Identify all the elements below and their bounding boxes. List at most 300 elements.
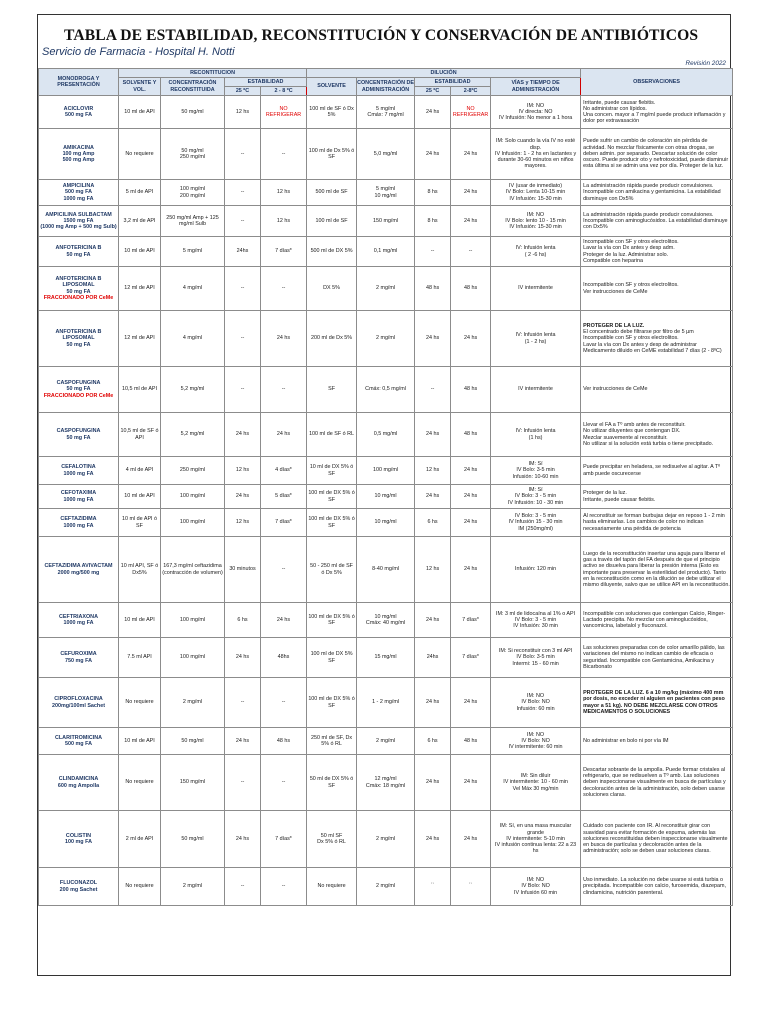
observations bbox=[581, 129, 733, 180]
recons-stability-25-text: -- bbox=[240, 335, 245, 342]
dilution-concentration bbox=[357, 367, 415, 413]
recons-solvent bbox=[119, 129, 161, 180]
dilution-concentration-text: 0,1 mg/ml bbox=[373, 248, 398, 255]
drug-cell bbox=[39, 509, 119, 537]
recons-stability-2-8-text: NO REFRIGERAR bbox=[265, 105, 302, 118]
recons-concentration bbox=[161, 367, 225, 413]
dilution-solvent bbox=[307, 267, 357, 311]
observations-text: Al reconstituir se forman burbujas dejar en reposo 1 - 2 min hasta eliminarlas. Los cambios de color no indican necesariamente una pérdida de potencia bbox=[583, 513, 725, 532]
dilution-concentration-text: 5 mg/ml 10 mg/ml bbox=[374, 186, 397, 199]
administration-route-text: IM: Sí, en una masa muscular grande IV intermitente: 5-10 min IV infusión continua lenta: 22 a 23 hs bbox=[494, 823, 577, 855]
recons-concentration bbox=[161, 728, 225, 755]
administration-route bbox=[491, 868, 581, 906]
header-observaciones: OBSERVACIONES bbox=[581, 69, 733, 96]
dilution-stability-25 bbox=[415, 129, 451, 180]
administration-route bbox=[491, 509, 581, 537]
dilution-solvent bbox=[307, 180, 357, 206]
drug-cell bbox=[39, 537, 119, 603]
dilution-concentration-text: 100 mg/ml bbox=[372, 467, 399, 474]
dilution-stability-2-8 bbox=[451, 457, 491, 485]
recons-solvent bbox=[119, 603, 161, 638]
dilution-stability-2-8 bbox=[451, 509, 491, 537]
dilution-stability-2-8 bbox=[451, 811, 491, 868]
dilution-solvent bbox=[307, 485, 357, 509]
recons-stability-25 bbox=[225, 638, 261, 678]
dilution-stability-2-8-text: 48 hs bbox=[463, 285, 478, 292]
dilution-solvent bbox=[307, 868, 357, 906]
drug-cell bbox=[39, 129, 119, 180]
dilution-solvent-text: 100 ml de SF ó Dx 5% bbox=[309, 105, 354, 118]
dilution-stability-25-text: 8 hs bbox=[427, 217, 438, 224]
drug-presentation: 50 mg FA bbox=[66, 288, 91, 295]
recons-concentration bbox=[161, 868, 225, 906]
recons-solvent-text: 5 ml de API bbox=[125, 189, 154, 196]
dilution-concentration bbox=[357, 603, 415, 638]
recons-stability-2-8-text: 48 hs bbox=[276, 737, 291, 744]
observations-text: Las soluciones preparadas con de color amarillo pálido, las variaciones del mismo no indican cambio de eficacia o seguridad. Incompatible con Gentamicina, Amikacina y Bicarbonato bbox=[583, 645, 725, 670]
recons-solvent bbox=[119, 267, 161, 311]
drug-presentation: 100 mg FA bbox=[65, 839, 92, 845]
recons-stability-2-8 bbox=[261, 311, 307, 367]
observations-text: Puede precipitar en heladera, se redisuelve al agitar. A Tº amb puede oscurecerse bbox=[583, 464, 721, 477]
revision-label: Revisión 2022 bbox=[685, 60, 726, 67]
observations bbox=[581, 811, 733, 868]
recons-concentration-text: 2 mg/ml bbox=[182, 883, 203, 890]
administration-route-text: IV: Infusión lenta ( 2 -6 hs) bbox=[515, 245, 556, 258]
dilution-stability-25-text: -- bbox=[430, 386, 435, 393]
dilution-stability-25 bbox=[415, 678, 451, 728]
dilution-stability-2-8 bbox=[451, 206, 491, 237]
recons-solvent bbox=[119, 311, 161, 367]
recons-concentration-text: 50 mg/ml bbox=[181, 737, 204, 744]
recons-concentration-text: 4 mg/ml bbox=[182, 335, 203, 342]
recons-stability-25 bbox=[225, 728, 261, 755]
recons-solvent bbox=[119, 868, 161, 906]
header-solvente-vol: SOLVENTE Y VOL. bbox=[119, 78, 161, 96]
dilution-stability-2-8 bbox=[451, 413, 491, 457]
drug-name: CLINDAMICINA bbox=[58, 776, 99, 783]
drug-name: CEFTRIAXONA bbox=[59, 613, 98, 620]
dilution-solvent bbox=[307, 311, 357, 367]
recons-stability-2-8-text: -- bbox=[281, 285, 286, 292]
observations bbox=[581, 206, 733, 237]
recons-concentration bbox=[161, 509, 225, 537]
dilution-stability-2-8 bbox=[451, 129, 491, 180]
recons-stability-2-8 bbox=[261, 755, 307, 811]
dilution-stability-2-8-text: 24 hs bbox=[463, 217, 478, 224]
table-body bbox=[39, 96, 733, 906]
header-reconstitucion: RECONTITUCION bbox=[119, 69, 307, 78]
recons-solvent-text: 2 ml de API bbox=[125, 835, 154, 842]
observations bbox=[581, 180, 733, 206]
dilution-concentration bbox=[357, 638, 415, 678]
dilution-stability-2-8 bbox=[451, 367, 491, 413]
recons-concentration bbox=[161, 811, 225, 868]
dilution-stability-2-8 bbox=[451, 537, 491, 603]
drug-name: ACICLOVIR bbox=[63, 105, 94, 112]
recons-stability-2-8 bbox=[261, 96, 307, 129]
dilution-stability-25 bbox=[415, 267, 451, 311]
recons-solvent-text: 4 ml de API bbox=[125, 467, 154, 474]
administration-route bbox=[491, 537, 581, 603]
drug-presentation: 50 mg FA bbox=[66, 386, 91, 393]
administration-route bbox=[491, 811, 581, 868]
dilution-stability-25 bbox=[415, 311, 451, 367]
header-25c-dilucion: 25 ºC bbox=[415, 87, 451, 96]
dilution-stability-25-text: 12 hs bbox=[425, 467, 440, 474]
dilution-stability-25-text: 24 hs bbox=[425, 335, 440, 342]
drug-cell bbox=[39, 96, 119, 129]
dilution-solvent bbox=[307, 457, 357, 485]
recons-concentration-text: 4 mg/ml bbox=[182, 285, 203, 292]
dilution-stability-2-8-text: NO REFRIGERAR bbox=[452, 105, 489, 118]
table-row bbox=[39, 180, 733, 206]
observations bbox=[581, 678, 733, 728]
recons-concentration bbox=[161, 413, 225, 457]
observations-text: Ver instrucciones de CeMe bbox=[583, 386, 648, 393]
drug-presentation: 1500 mg FA (1000 mg Amp + 500 mg Sulb) bbox=[40, 217, 117, 231]
administration-route bbox=[491, 129, 581, 180]
recons-stability-2-8 bbox=[261, 180, 307, 206]
recons-stability-2-8 bbox=[261, 603, 307, 638]
recons-solvent-text: 10 ml API, SF ó Dx5% bbox=[120, 563, 159, 576]
dilution-stability-25-text: `` bbox=[430, 883, 435, 890]
recons-concentration-text: 5 mg/ml bbox=[182, 248, 203, 255]
dilution-stability-2-8-text: 24 hs bbox=[463, 467, 478, 474]
recons-stability-2-8 bbox=[261, 509, 307, 537]
table-row bbox=[39, 728, 733, 755]
recons-concentration-text: 100 mg/ml bbox=[179, 616, 206, 623]
recons-stability-25-text: 24hs bbox=[236, 248, 249, 255]
recons-stability-25-text: 24 hs bbox=[235, 493, 250, 500]
recons-concentration bbox=[161, 603, 225, 638]
dilution-stability-25 bbox=[415, 237, 451, 267]
dilution-concentration-text: 5,0 mg/ml bbox=[373, 150, 398, 157]
recons-concentration bbox=[161, 237, 225, 267]
dilution-stability-25-text: 24 hs bbox=[425, 150, 440, 157]
header-2-8c-dilucion: 2-8ºC bbox=[451, 87, 491, 96]
header-dilucion: DILUCIÓN bbox=[307, 69, 581, 78]
table-row bbox=[39, 509, 733, 537]
dilution-stability-2-8 bbox=[451, 96, 491, 129]
dilution-stability-25 bbox=[415, 413, 451, 457]
recons-stability-2-8 bbox=[261, 728, 307, 755]
recons-stability-2-8-text: 24 hs bbox=[276, 335, 291, 342]
recons-concentration-text: 2 mg/ml bbox=[182, 699, 203, 706]
recons-solvent-text: 10,5 ml de API bbox=[121, 386, 158, 393]
recons-stability-25 bbox=[225, 811, 261, 868]
observations-text: No administrar en bolo ni por vía IM bbox=[583, 737, 669, 744]
administration-route-text: IM: NO IV Bolo: NO Infusión: 60 min bbox=[516, 693, 555, 712]
header-estabilidad-dilucion: ESTABILIDAD bbox=[415, 78, 491, 87]
observations bbox=[581, 868, 733, 906]
recons-stability-25 bbox=[225, 206, 261, 237]
recons-stability-2-8-text: -- bbox=[281, 150, 286, 157]
drug-presentation: 1000 mg FA bbox=[63, 470, 94, 477]
dilution-stability-2-8 bbox=[451, 728, 491, 755]
dilution-solvent-text: 50 ml SF Dx 5% ó RL bbox=[317, 832, 346, 845]
dilution-concentration-text: 8-40 mg/ml bbox=[372, 566, 400, 573]
drug-name: ANFOTERICINA B LIPOSOMAL bbox=[55, 276, 102, 289]
drug-presentation: 500 mg FA bbox=[65, 741, 92, 747]
dilution-concentration bbox=[357, 537, 415, 603]
administration-route bbox=[491, 206, 581, 237]
recons-solvent-text: 10 ml de API bbox=[124, 616, 155, 623]
observations bbox=[581, 485, 733, 509]
recons-concentration bbox=[161, 206, 225, 237]
observations bbox=[581, 96, 733, 129]
dilution-stability-25-text: 24 hs bbox=[425, 616, 440, 623]
observations-text: Incompatible con SF y otros electrolitos. Lavar la vía con Dx antes y desp adm. Proteger de la luz. Administrar solo. Compatible con heparina bbox=[583, 239, 679, 264]
dilution-concentration-text: 2 mg/ml bbox=[375, 335, 396, 342]
drug-cell bbox=[39, 237, 119, 267]
dilution-solvent bbox=[307, 129, 357, 180]
dilution-solvent-text: 100 ml de DX 5% ó SF bbox=[308, 516, 355, 529]
recons-stability-2-8 bbox=[261, 367, 307, 413]
dilution-solvent-text: 100 ml de Dx 5% ó SF bbox=[308, 147, 355, 160]
recons-solvent-text: 10 ml de API bbox=[124, 108, 155, 115]
dilution-concentration bbox=[357, 129, 415, 180]
drug-name: AMPICILINA bbox=[62, 183, 95, 190]
recons-stability-25-text: -- bbox=[240, 883, 245, 890]
administration-route-text: IV intermitente bbox=[518, 285, 553, 292]
recons-stability-25 bbox=[225, 457, 261, 485]
dilution-stability-2-8-text: 24 hs bbox=[463, 699, 478, 706]
table-row bbox=[39, 537, 733, 603]
drug-name: CEFTAZIDIMA AVIVACTAM bbox=[44, 563, 113, 570]
recons-stability-2-8-text: 7 días* bbox=[275, 519, 292, 526]
dilution-solvent bbox=[307, 367, 357, 413]
recons-solvent bbox=[119, 537, 161, 603]
administration-route bbox=[491, 267, 581, 311]
dilution-stability-25-text: 12 hs bbox=[425, 566, 440, 573]
recons-solvent-text: No requiere bbox=[125, 779, 154, 786]
header-solvente: SOLVENTE bbox=[307, 78, 357, 96]
dilution-concentration bbox=[357, 728, 415, 755]
dilution-concentration bbox=[357, 180, 415, 206]
drug-presentation: 100 mg Amp 500 mg Amp bbox=[62, 150, 95, 164]
dilution-stability-2-8-text: 24 hs bbox=[463, 189, 478, 196]
dilution-concentration bbox=[357, 485, 415, 509]
administration-route bbox=[491, 180, 581, 206]
dilution-solvent bbox=[307, 537, 357, 603]
dilution-solvent-text: DX 5% bbox=[323, 285, 340, 292]
dilution-stability-25-text: 6 hs bbox=[427, 737, 438, 744]
dilution-solvent-text: 100 ml de DX 5% ó SF bbox=[308, 696, 355, 709]
administration-route-text: IV intermitente bbox=[518, 386, 553, 393]
recons-stability-25-text: 6 hs bbox=[237, 616, 248, 623]
recons-concentration-text: 5,2 mg/ml bbox=[180, 431, 205, 438]
drug-presentation: 1000 mg FA bbox=[63, 620, 94, 626]
recons-solvent-text: 10 ml de API bbox=[124, 493, 155, 500]
recons-solvent bbox=[119, 413, 161, 457]
recons-concentration bbox=[161, 129, 225, 180]
recons-stability-2-8 bbox=[261, 638, 307, 678]
dilution-solvent-text: 200 ml de Dx 5% bbox=[311, 335, 353, 342]
dilution-solvent-text: 50 ml de DX 5% ó SF bbox=[309, 776, 354, 789]
administration-route-text: IM: Sí IV Bolo: 3-5 min Infusión: 10-60 min bbox=[512, 461, 559, 480]
recons-stability-2-8-text: -- bbox=[281, 779, 286, 786]
drug-presentation: 50 mg FA bbox=[66, 341, 91, 348]
recons-stability-25-text: 12 hs bbox=[235, 467, 250, 474]
dilution-stability-2-8 bbox=[451, 311, 491, 367]
drug-cell bbox=[39, 603, 119, 638]
dilution-concentration bbox=[357, 267, 415, 311]
recons-stability-25-text: -- bbox=[240, 779, 245, 786]
recons-stability-25 bbox=[225, 413, 261, 457]
recons-solvent bbox=[119, 638, 161, 678]
recons-stability-2-8-text: 24 hs bbox=[276, 431, 291, 438]
table-row bbox=[39, 638, 733, 678]
document-sheet bbox=[37, 14, 731, 976]
drug-cell bbox=[39, 728, 119, 755]
dilution-concentration bbox=[357, 237, 415, 267]
recons-stability-2-8 bbox=[261, 413, 307, 457]
dilution-solvent-text: 500 ml de SF bbox=[315, 189, 348, 196]
recons-solvent-text: 12 ml de API bbox=[124, 285, 155, 292]
dilution-concentration bbox=[357, 811, 415, 868]
dilution-stability-25-text: 24 hs bbox=[425, 779, 440, 786]
recons-stability-2-8 bbox=[261, 237, 307, 267]
administration-route-text: IM: NO IV Bolo: NO IV Infusión 60 min bbox=[513, 877, 558, 896]
dilution-concentration-text: 10 mg/ml Cmáx: 40 mg/ml bbox=[365, 613, 406, 626]
dilution-stability-25-text: 24 hs bbox=[425, 431, 440, 438]
dilution-stability-25 bbox=[415, 728, 451, 755]
drug-presentation: 50 mg FA bbox=[66, 251, 91, 258]
recons-stability-2-8 bbox=[261, 267, 307, 311]
table-row bbox=[39, 267, 733, 311]
recons-solvent-text: 3,2 ml de API bbox=[123, 217, 156, 224]
dilution-solvent-text: 100 ml de DX 5% ó SF bbox=[308, 490, 355, 503]
dilution-solvent-text: No requiere bbox=[317, 883, 346, 890]
drug-cell bbox=[39, 311, 119, 367]
dilution-concentration-text: 10 mg/ml bbox=[374, 493, 397, 500]
header-monodroga: MONODROGA Y PRESENTACIÓN bbox=[39, 69, 119, 96]
administration-route-text: IM: 3 ml de lidocaína al 1% o API IV Bolo: 3 - 5 min IV Infusión: 30 min bbox=[496, 610, 576, 630]
recons-solvent bbox=[119, 180, 161, 206]
recons-concentration bbox=[161, 755, 225, 811]
dilution-concentration-text: 0,5 mg/ml bbox=[373, 431, 398, 438]
administration-route-text: Infusión: 120 min bbox=[515, 566, 557, 573]
recons-concentration-text: 100 mg/ml bbox=[179, 654, 206, 661]
dilution-solvent-text: 100 ml de SF bbox=[315, 217, 348, 224]
table-row bbox=[39, 129, 733, 180]
recons-stability-2-8-text: 7 días* bbox=[275, 835, 292, 842]
header-25c-recons: 25 ºC bbox=[225, 87, 261, 96]
recons-stability-25-text: -- bbox=[240, 189, 245, 196]
dilution-concentration-text: 12 mg/ml Cmáx: 18 mg/ml bbox=[365, 776, 406, 789]
recons-stability-25-text: -- bbox=[240, 699, 245, 706]
recons-solvent bbox=[119, 485, 161, 509]
recons-solvent-text: No requiere bbox=[125, 150, 154, 157]
table-row bbox=[39, 96, 733, 129]
recons-stability-25 bbox=[225, 868, 261, 906]
dilution-concentration bbox=[357, 311, 415, 367]
drug-name: CIPROFLOXACINA bbox=[54, 696, 103, 703]
recons-solvent bbox=[119, 237, 161, 267]
dilution-stability-25-text: 48 hs bbox=[425, 285, 440, 292]
dilution-stability-25 bbox=[415, 367, 451, 413]
dilution-concentration-text: 5 mg/ml Cmáx: 7 mg/ml bbox=[367, 105, 404, 118]
drug-name: CEFALOTINA bbox=[61, 464, 96, 471]
recons-concentration bbox=[161, 678, 225, 728]
drug-presentation: 1000 mg FA bbox=[63, 496, 94, 503]
drug-cell bbox=[39, 367, 119, 413]
observations bbox=[581, 638, 733, 678]
recons-stability-2-8 bbox=[261, 457, 307, 485]
dilution-stability-2-8-text: 24 hs bbox=[463, 493, 478, 500]
dilution-stability-25-text: -- bbox=[430, 248, 435, 255]
dilution-solvent bbox=[307, 237, 357, 267]
drug-cell bbox=[39, 457, 119, 485]
administration-route-text: IV (usar de inmediato) IV Bolo: Lenta 10-15 min IV Infusión: 15-30 min bbox=[505, 183, 566, 202]
recons-stability-2-8-text: 48hs bbox=[277, 654, 290, 661]
administration-route bbox=[491, 638, 581, 678]
recons-solvent-text: No requiere bbox=[125, 883, 154, 890]
drug-name: CASPOFUNGINA bbox=[56, 428, 101, 435]
dilution-concentration bbox=[357, 457, 415, 485]
recons-stability-25 bbox=[225, 311, 261, 367]
dilution-concentration-text: 1 - 2 mg/ml bbox=[372, 699, 400, 706]
recons-solvent-text: 10 ml de API ó SF bbox=[121, 516, 158, 529]
dilution-stability-2-8 bbox=[451, 267, 491, 311]
dilution-stability-2-8-text: 48 hs bbox=[463, 737, 478, 744]
dilution-stability-25 bbox=[415, 180, 451, 206]
recons-solvent bbox=[119, 96, 161, 129]
table-row bbox=[39, 811, 733, 868]
recons-stability-25-text: 12 hs bbox=[235, 108, 250, 115]
dilution-concentration-text: 150 mg/ml bbox=[372, 217, 399, 224]
dilution-stability-2-8-text: 24 hs bbox=[463, 519, 478, 526]
administration-route bbox=[491, 678, 581, 728]
recons-concentration bbox=[161, 537, 225, 603]
dilution-stability-2-8-text: 7 días* bbox=[462, 616, 479, 623]
drug-presentation: 500 mg FA bbox=[65, 112, 92, 118]
dilution-stability-25-text: 24 hs bbox=[425, 835, 440, 842]
dilution-stability-25 bbox=[415, 457, 451, 485]
dilution-solvent bbox=[307, 206, 357, 237]
recons-stability-2-8-text: -- bbox=[281, 883, 286, 890]
recons-stability-2-8-text: -- bbox=[281, 386, 286, 393]
recons-concentration-text: 50 mg/ml bbox=[181, 835, 204, 842]
recons-stability-25 bbox=[225, 129, 261, 180]
drug-name: AMPICILINA SULBACTAM bbox=[45, 211, 112, 218]
dilution-solvent bbox=[307, 811, 357, 868]
table-row bbox=[39, 237, 733, 267]
dilution-stability-2-8-text: 24 hs bbox=[463, 566, 478, 573]
dilution-stability-2-8-text: 24 hs bbox=[463, 835, 478, 842]
recons-concentration bbox=[161, 96, 225, 129]
table-row bbox=[39, 367, 733, 413]
recons-concentration-text: 50 mg/ml 250 mg/ml bbox=[179, 147, 206, 160]
observations bbox=[581, 237, 733, 267]
recons-solvent-text: 7.5 ml API bbox=[127, 654, 152, 661]
table-row bbox=[39, 868, 733, 906]
administration-route bbox=[491, 367, 581, 413]
dilution-solvent-text: 10 ml de DX 5% ó SF bbox=[309, 464, 354, 477]
dilution-stability-2-8 bbox=[451, 678, 491, 728]
drug-presentation: 500 mg FA 1000 mg FA bbox=[63, 189, 94, 202]
recons-stability-25 bbox=[225, 180, 261, 206]
table-row bbox=[39, 311, 733, 367]
observations-text: Uso inmediato. La solución no debe usarse si está turbia o precipitada. Incompatible con calcio, furosemida, diazepam, clindamicina, nutrición parenteral. bbox=[583, 877, 727, 896]
recons-stability-25 bbox=[225, 96, 261, 129]
dilution-stability-25 bbox=[415, 485, 451, 509]
dilution-solvent bbox=[307, 603, 357, 638]
recons-solvent-text: No requiere bbox=[125, 699, 154, 706]
recons-stability-25-text: -- bbox=[240, 217, 245, 224]
dilution-concentration-text: 15 mg/ml bbox=[374, 654, 397, 661]
